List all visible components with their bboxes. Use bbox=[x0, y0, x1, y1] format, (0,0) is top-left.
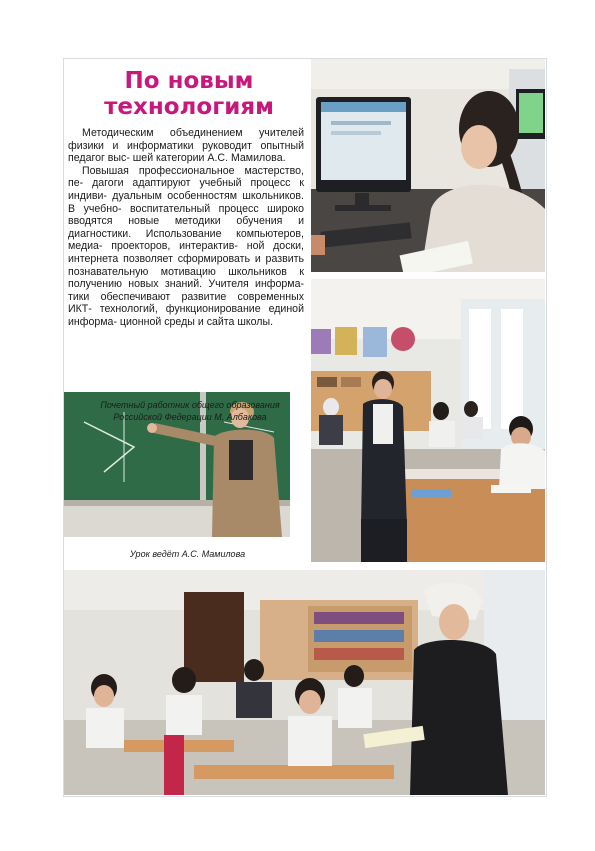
title-line-1: По новым bbox=[124, 68, 254, 94]
photo-classroom-student-standing bbox=[311, 279, 545, 562]
article-paragraph-2: Повышая профессиональное мастерство, пе- дагоги адаптируют учебный процесс к индиви- дуальным особенностям школьников. В учебно- воспитательный процесс широко вводятся новые методики обучения и диагностики. Использование компьютеров, медиа- проекторов, интерактив- ной доски, интернета позволяет сформировать и развить познавательную мотивацию школьников к получению новых знаний. Учителя информа- тики обеспечивают развитие современных ИКТ- технологий, функционирование единой информа- ционной среды и сайта школы. bbox=[68, 164, 304, 328]
chalkboard-photo-caption: Почетный работник общего образования Российской Федерации М. Албакова bbox=[100, 400, 280, 422]
title-line-2: технологиям bbox=[104, 94, 274, 120]
lesson-photo-caption: Урок ведёт А.С. Мамилова bbox=[129, 549, 246, 559]
photo-lesson-classroom bbox=[64, 570, 545, 795]
article-paragraph-1: Методическим объединением учителей физики и информатики руководит опытный педагог выс- шей категории А.С. Мамилова. bbox=[68, 127, 304, 165]
article-title bbox=[68, 68, 310, 120]
article-body bbox=[68, 127, 304, 329]
photo-student-at-computer bbox=[311, 59, 545, 272]
